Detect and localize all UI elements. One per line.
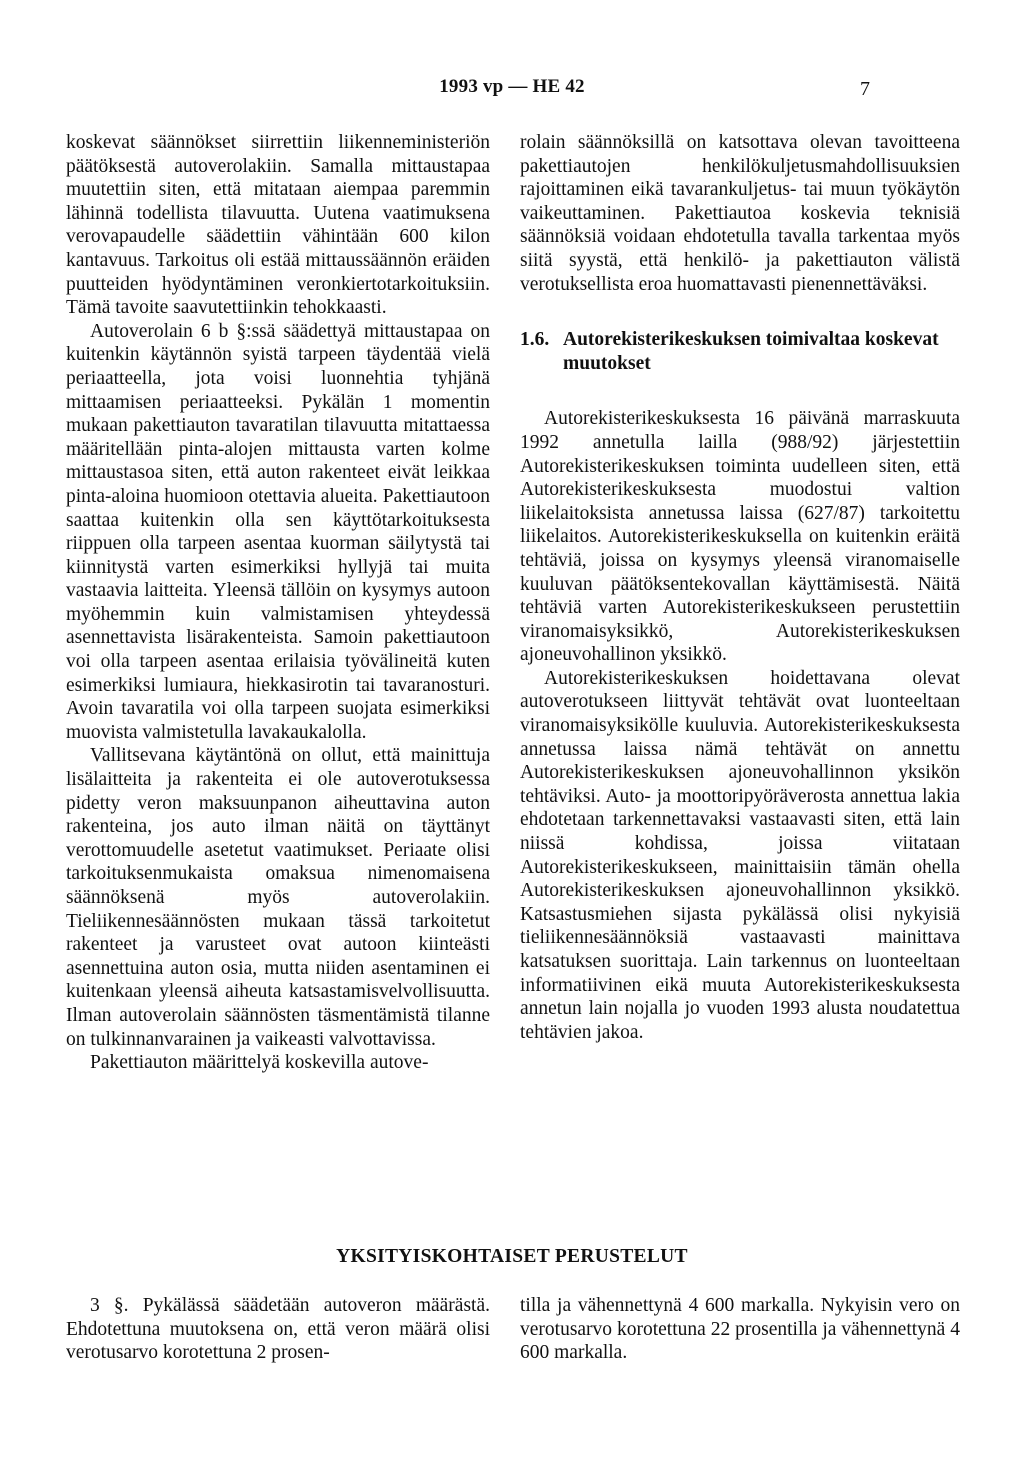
document-reference: 1993 vp — HE 42 [439, 76, 585, 97]
paragraph: rolain säännöksillä on katsottava olevan tavoitteena pakettiautojen henkilökuljetusmahdollisuuksien rajoittaminen eikä tavarankuljetus- tai muun työkäytön vaikeuttaminen. Pakettiautoa koskevia teknisiä säännöksiä voidaan ehdotetulla tavalla tarkentaa myös siitä syystä, että henkilö- ja pakettiauton välistä verotuksellista eroa huomattavasti pienennettäväksi. [520, 132, 960, 295]
paragraph: Autoverolain 6 b §:ssä säädettyä mittaustapaa on kuitenkin käytännön syistä tarpeen täydentää vielä periaatteella, jota voisi luonnehtia tyhjänä mittaamisen periaatteeksi. Pykälän 1 momentin mukaan pakettiauton tavaratilan tilavuutta mitattaessa määritellään pinta-alojen mittausta varten kolme mittaustasoa siten, että auton rakenteet eivät leikkaa pinta-aloina huomioon otettavia alueita. Pakettiautoon saattaa kuitenkin olla sen käyttötarkoituksesta riippuen olla tarpeen asentaa kuorman säilytystä tai kiinnitystä varten esimerkiksi hyllyjä tai muita vastaavia laitteita. Yleensä tällöin on kysymys autoon myöhemmin kuin valmistamisen yhteydessä asennettavista lisärakenteista. Samoin pakettiautoon voi olla tarpeen asentaa erilaisia työvälineitä kuten esimerkiksi lumiaura, hiekkasirotin tai tavaranosturi. Avoin tavaratila voi olla tarpeen suojata esimerkiksi muovista valmistetulla lavakaukalolla. [66, 320, 490, 743]
right-column [520, 131, 960, 1044]
paragraph: Autorekisterikeskuksesta 16 päivänä marraskuuta 1992 annetulla lailla (988/92) järjestettiin Autorekisterikeskuksen toiminta uudelleen siten, että Autorekisterikeskuksesta muodostui valtion liikelaitoksista annetussa laissa (627/87) tarkoitettu liikelaitos. Autorekisterikeskuksella on kuitenkin eräitä tehtäviä, joissa on kysymys yleensä viranomaiselle kuuluvan päätöksentekovallan käyttämisestä. Näitä tehtäviä varten Autorekisterikeskukseen perustettiin viranomaisyksikkö, Autorekisterikeskuksen ajoneuvohallinon yksikkö. [520, 408, 960, 666]
paragraph: Vallitsevana käytäntönä on ollut, että mainittuja lisälaitteita ja rakenteita ei ole autoverotuksessa pidetty veron maksuunpanon aiheuttavina auton rakenteina, jos auto ilman näitä on täyttänyt verottomuudelle asetetut vaatimukset. Periaate olisi tarkoituksenmukaista omaksua nimenomaisena säännöksenä myös autoverolakiin. Tieliikennesäännösten mukaan tässä tarkoitetut rakenteet ja varusteet ovat autoon kiinteästi asennettuina auton osia, mutta niiden asentaminen ei kuitenkaan yleensä aiheuta katsastamisvelvollisuutta. Ilman autoverolain säännösten täsmentämistä tilanne on tulkinnanvarainen ja vaikeasti valvottavissa. [66, 745, 490, 1050]
paragraph: Autorekisterikeskuksen hoidettavana olevat autoverotukseen liittyvät tehtävät ovat luonteeltaan viranomaisyksikölle kuuluvia. Autorekisterikeskuksesta annetussa laissa nämä tehtävät on annettu Autorekisterikeskuksen ajoneuvohallinnon yksikön tehtäviksi. Auto- ja moottoripyöräverosta annettua lakia ehdotetaan tarkennettavaksi vastaavasti siten, että lain niissä kohdissa, joissa viitataan Autorekisterikeskukseen, mainittaisiin tämän ohella Autorekisterikeskuksen ajoneuvohallinnon yksikkö. Katsastusmiehen sijasta pykälässä olisi nykyisiä tieliikennesäännöksiä vastaavasti mainittava katsatuksen suorittaja. Lain tarkennus on luonteeltaan informatiivinen eikä muuta Autorekisterikeskuksesta annetun lain nojalla jo vuoden 1993 alusta noudatettua tehtävien jakoa. [520, 667, 960, 1043]
left-column [66, 131, 490, 1075]
paragraph: tilla ja vähennettynä 4 600 markalla. Nykyisin vero on verotusarvo korotettuna 22 prosentilla ja vähennettynä 4 600 markalla. [520, 1295, 960, 1364]
page-header [0, 76, 1024, 106]
bottom-right-column [520, 1294, 960, 1365]
page-number: 7 [860, 78, 870, 100]
paragraph: koskevat säännökset siirrettiin liikenneministeriön päätöksestä autoverolakiin. Samalla mittaustapaa muutettiin siten, että mitataan aiempaa paremmin lähinnä todellista tilavuutta. Uutena vaatimuksena verovapaudelle säädettiin vähintään 600 kilon kantavuus. Tarkoitus oli estää mittaussäännön eräiden puutteiden hyödyntäminen veronkiertotarkoituksiin. Tämä tavoite saavutettiinkin tehokkaasti. [66, 132, 490, 319]
paragraph: Pakettiauton määrittelyä koskevilla autove- [90, 1052, 429, 1074]
major-heading: YKSITYISKOHTAISET PERUSTELUT [336, 1246, 688, 1267]
section-heading [520, 328, 960, 375]
section-number: 1.6. [520, 329, 550, 351]
paragraph: 3 §. Pykälässä säädetään autoveron määrästä. Ehdotettuna muutoksena on, että veron määrä olisi verotusarvo korotettuna 2 prosen- [66, 1295, 490, 1364]
bottom-left-column [66, 1294, 490, 1365]
section-title: Autorekisterikeskuksen toimivaltaa koskevat muutokset [563, 329, 939, 374]
